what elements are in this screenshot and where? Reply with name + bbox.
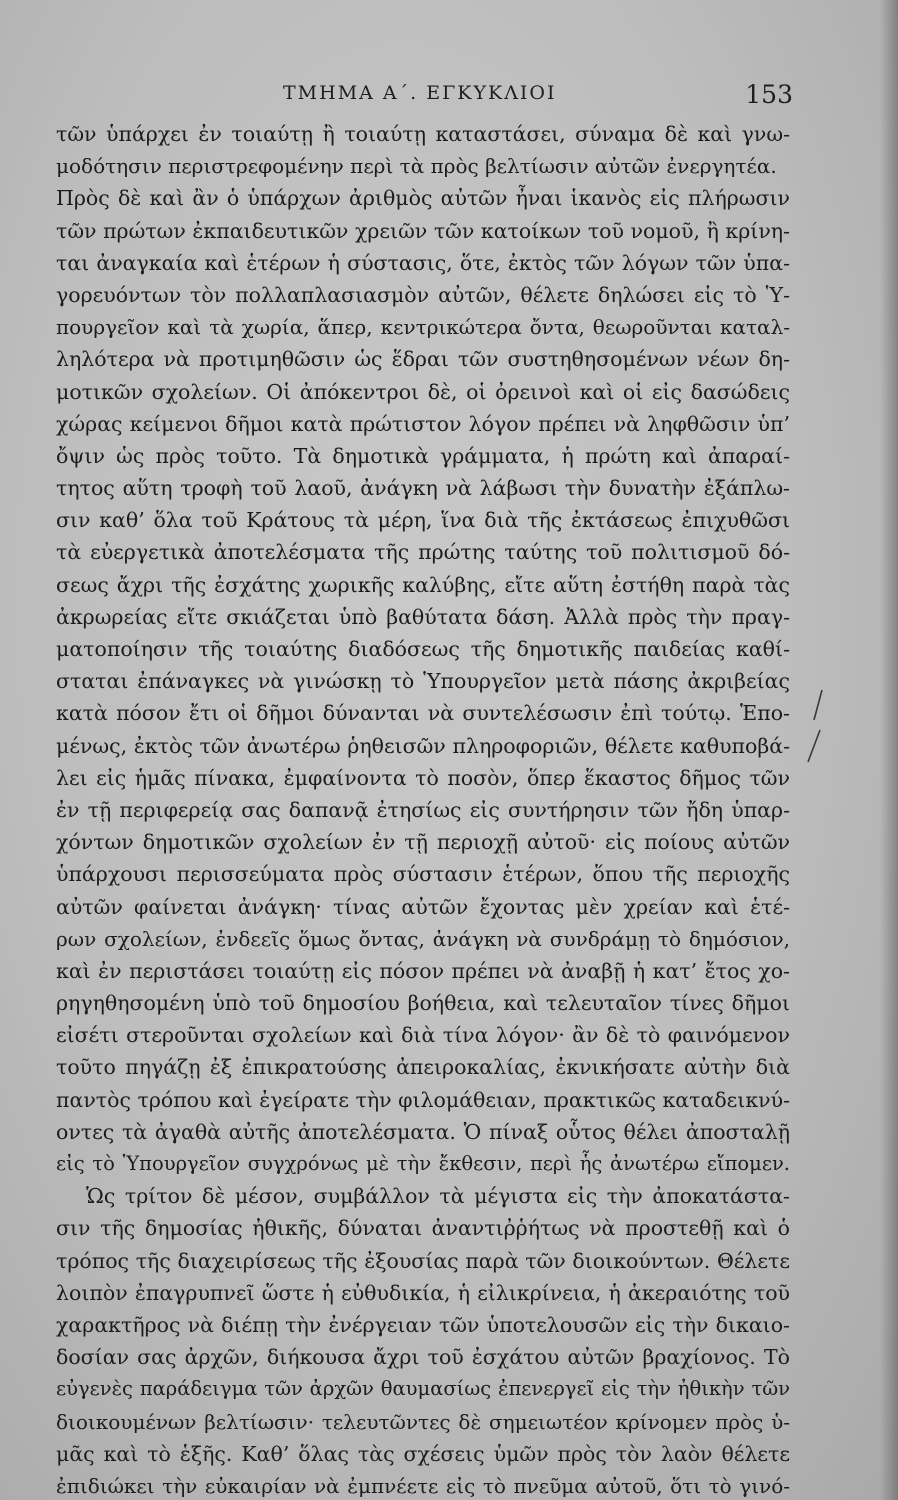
text-line: σιν τῆς δημοσίας ἠθικῆς, δύναται ἀναντιῤῥήτως νὰ προστεθῇ καὶ ὁ xyxy=(56,1216,790,1241)
text-line: ρηγηθησομένη ὑπὸ τοῦ δημοσίου βοήθεια, καὶ τελευταῖον τίνες δῆμοι xyxy=(56,991,790,1016)
text-line: τητος αὕτη τροφὴ τοῦ λαοῦ, ἀνάγκη νὰ λάβωσι τὴν δυνατὴν ἐξάπλω- xyxy=(56,476,790,501)
text-line: τῶν πρώτων ἐκπαιδευτικῶν χρειῶν τῶν κατοίκων τοῦ νομοῦ, ἢ κρίνη- xyxy=(56,218,790,243)
text-line: ἐν τῇ περιφερείᾳ σας δαπανᾷ ἐτησίως εἰς συντήρησιν τῶν ἤδη ὑπαρ- xyxy=(56,797,790,822)
page-edge-shadow xyxy=(880,0,898,1500)
text-line: τῶν ὑπάρχει ἐν τοιαύτῃ ἢ τοιαύτῃ καταστάσει, σύναμα δὲ καὶ γνω- xyxy=(56,122,790,146)
section-title: ΤΜΗΜΑ Α΄. ΕΓΚΥΚΛΙΟΙ xyxy=(283,82,557,104)
text-line: ληλότερα νὰ προτιμηθῶσιν ὡς ἕδραι τῶν συστηθησομένων νέων δη- xyxy=(56,347,790,372)
text-line: διοικουμένων βελτίωσιν· τελευτῶντες δὲ σημειωτέον κρίνομεν πρὸς ὑ- xyxy=(56,1409,790,1434)
text-line: χόντων δημοτικῶν σχολείων ἐν τῇ περιοχῇ αὐτοῦ· εἰς ποίους αὐτῶν xyxy=(56,830,790,855)
margin-pencil-mark xyxy=(800,686,830,766)
text-line: κατὰ πόσον ἔτι οἱ δῆμοι δύνανται νὰ συντελέσωσιν ἐπὶ τούτῳ. Ἑπο- xyxy=(56,701,790,726)
text-line: χαρακτῆρος νὰ διέπῃ τὴν ἐνέργειαν τῶν ὑποτελουσῶν εἰς τὴν δικαιο- xyxy=(56,1312,790,1337)
text-line: καὶ ἐν περιστάσει τοιαύτῃ εἰς πόσον πρέπει νὰ ἀναβῇ ἡ κατ’ ἔτος χο- xyxy=(56,958,790,983)
text-line: τὰ εὐεργετικὰ ἀποτελέσματα τῆς πρώτης ταύτης τοῦ πολιτισμοῦ δό- xyxy=(56,540,790,565)
running-head xyxy=(283,82,793,116)
text-line: πουργεῖον καὶ τὰ χωρία, ἅπερ, κεντρικώτερα ὄντα, θεωροῦνται καταλ- xyxy=(56,315,790,340)
text-line: δοσίαν σας ἀρχῶν, διήκουσα ἄχρι τοῦ ἐσχάτου αὐτῶν βραχίονος. Τὸ xyxy=(56,1345,790,1370)
text-line: αὐτῶν φαίνεται ἀνάγκη· τίνας αὐτῶν ἔχοντας μὲν χρείαν καὶ ἑτέ- xyxy=(56,894,790,919)
text-line: ται ἀναγκαία καὶ ἑτέρων ἡ σύστασις, ὅτε, ἐκτὸς τῶν λόγων τῶν ὑπα- xyxy=(56,250,790,275)
text-line: Ὡς τρίτον δὲ μέσον, συμβάλλον τὰ μέγιστα εἰς τὴν ἀποκατάστα- xyxy=(86,1184,790,1209)
text-line: ὑπάρχουσι περισσεύματα πρὸς σύστασιν ἑτέρων, ὅπου τῆς περιοχῆς xyxy=(56,862,790,887)
text-line: σιν καθ’ ὅλα τοῦ Κράτους τὰ μέρη, ἵνα διὰ τῆς ἐκτάσεως ἐπιχυθῶσι xyxy=(56,508,790,533)
text-line: ἐπιδιώκει τὴν εὐκαιρίαν νὰ ἐμπνέετε εἰς τὸ πνεῦμα αὐτοῦ, ὅτι τὸ γινό- xyxy=(56,1473,790,1498)
text-line: Πρὸς δὲ καὶ ἂν ὁ ὑπάρχων ἀριθμὸς αὐτῶν ἦναι ἱκανὸς εἰς πλήρωσιν xyxy=(56,186,790,211)
text-line: τρόπος τῆς διαχειρίσεως τῆς ἐξουσίας παρὰ τῶν διοικούντων. Θέλετε xyxy=(56,1248,790,1273)
text-line: ἀκρωρείας εἴτε σκιάζεται ὑπὸ βαθύτατα δάση. Ἀλλὰ πρὸς τὴν πραγ- xyxy=(56,604,790,629)
text-line: ὄψιν ὡς πρὸς τοῦτο. Τὰ δημοτικὰ γράμματα, ἡ πρώτη καὶ ἀπαραί- xyxy=(56,443,790,468)
text-line: ρων σχολείων, ἐνδεεῖς ὅμως ὄντας, ἀνάγκη νὰ συνδράμῃ τὸ δημόσιον, xyxy=(56,926,790,951)
text-line: μοτικῶν σχολείων. Οἱ ἀπόκεντροι δὲ, οἱ ὀρεινοὶ καὶ οἱ εἰς δασώδεις xyxy=(56,379,790,404)
text-line: λει εἰς ἡμᾶς πίνακα, ἐμφαίνοντα τὸ ποσὸν, ὅπερ ἕκαστος δῆμος τῶν xyxy=(56,765,790,790)
text-line: μένως, ἐκτὸς τῶν ἀνωτέρω ῥηθεισῶν πληροφοριῶν, θέλετε καθυποβά- xyxy=(56,733,790,758)
text-line: οντες τὰ ἀγαθὰ αὐτῆς ἀποτελέσματα. Ὁ πίναξ οὗτος θέλει ἀποσταλῇ xyxy=(56,1119,790,1144)
text-line: μοδότησιν περιστρεφομένην περὶ τὰ πρὸς βελτίωσιν αὐτῶν ἐνεργητέα. xyxy=(56,154,777,179)
body-text xyxy=(56,118,790,1500)
text-line: σεως ἄχρι τῆς ἐσχάτης χωρικῆς καλύβης, εἴτε αὕτη ἐστήθη παρὰ τὰς xyxy=(56,572,790,597)
text-line: λοιπὸν ἐπαγρυπνεῖ ὥστε ἡ εὐθυδικία, ἡ εἰλικρίνεια, ἡ ἀκεραιότης τοῦ xyxy=(56,1280,790,1305)
text-line: μᾶς καὶ τὸ ἑξῆς. Καθ’ ὅλας τὰς σχέσεις ὑμῶν πρὸς τὸν λαὸν θέλετε xyxy=(56,1441,790,1466)
text-line: εἰσέτι στεροῦνται σχολείων καὶ διὰ τίνα λόγον· ἂν δὲ τὸ φαινόμενον xyxy=(56,1023,790,1048)
text-line: τοῦτο πηγάζῃ ἐξ ἐπικρατούσης ἀπειροκαλίας, ἐκνικήσατε αὐτὴν διὰ xyxy=(56,1055,790,1080)
text-line: ματοποίησιν τῆς τοιαύτης διαδόσεως τῆς δημοτικῆς παιδείας καθί- xyxy=(56,637,790,661)
page-number: 153 xyxy=(745,80,793,109)
text-line: χώρας κείμενοι δῆμοι κατὰ πρώτιστον λόγον πρέπει νὰ ληφθῶσιν ὑπ’ xyxy=(56,411,790,436)
text-line: εὐγενὲς παράδειγμα τῶν ἀρχῶν θαυμασίως ἐπενεργεῖ εἰς τὴν ἠθικὴν τῶν xyxy=(56,1377,790,1401)
text-line: εἰς τὸ Ὑπουργεῖον συγχρόνως μὲ τὴν ἔκθεσιν, περὶ ἧς ἀνωτέρω εἴπομεν. xyxy=(56,1152,790,1175)
text-line: σταται ἐπάναγκες νὰ γινώσκῃ τὸ Ὑπουργεῖον μετὰ πάσης ἀκριβείας xyxy=(56,669,790,694)
text-line: παντὸς τρόπου καὶ ἐγείρατε τὴν φιλομάθειαν, πρακτικῶς καταδεικνύ- xyxy=(56,1087,790,1112)
text-line: γορευόντων τὸν πολλαπλασιασμὸν αὐτῶν, θέλετε δηλώσει εἰς τὸ Ὑ- xyxy=(56,282,790,307)
